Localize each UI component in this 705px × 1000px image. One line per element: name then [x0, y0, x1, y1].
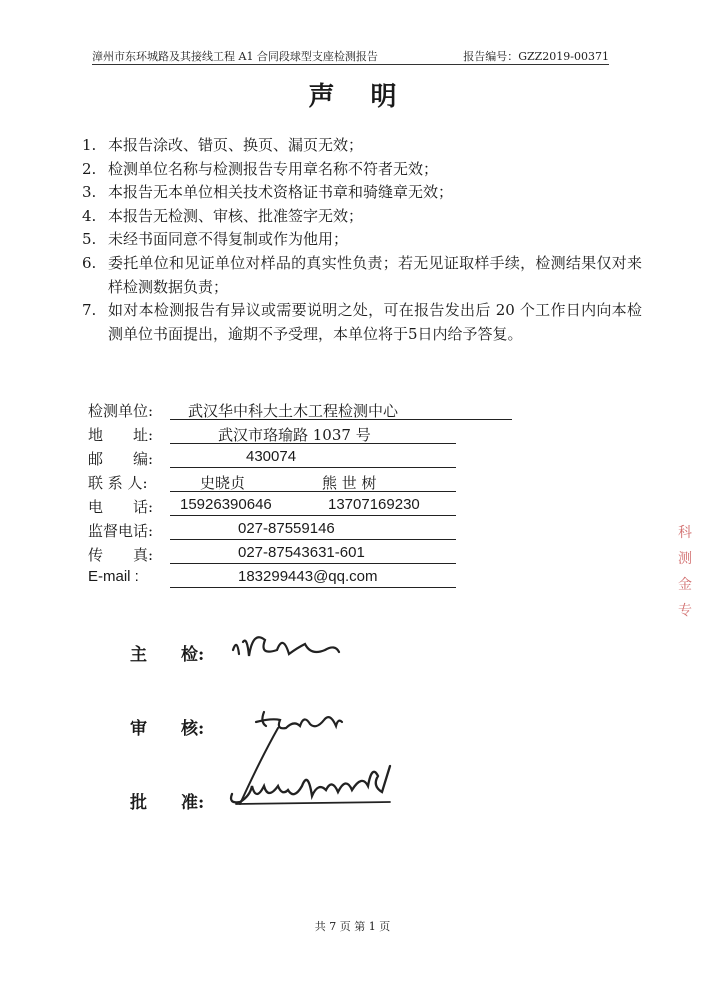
page-footer: 共 7 页 第 1 页 [314, 920, 391, 933]
email-underline [170, 568, 456, 588]
item-text: 本报告无本单位相关技术资格证书章和骑缝章无效； [108, 183, 454, 202]
phone-number-2: 13707169230 [328, 496, 420, 513]
unit-value: 武汉华中科大土木工程检测中心 [188, 402, 399, 420]
approver-signature [222, 756, 402, 816]
statement-item [82, 252, 642, 299]
zip-label: 邮 编: [88, 450, 154, 468]
item-text: 委托单位和见证单位对样品的真实性负责；若无见证取样手续，检测结果仅对来样检测数据负责； [108, 253, 642, 296]
statement-item [82, 181, 642, 205]
contact-underline [170, 472, 456, 492]
item-text: 本报告涂改、错页、换页、漏页无效； [108, 136, 364, 154]
unit-label: 检测单位: [88, 402, 154, 420]
statement-item [82, 228, 642, 252]
fax-label: 传 真: [88, 546, 154, 564]
item-number: 4. [82, 206, 97, 225]
statement-item [82, 134, 642, 158]
stamp-char: 专 [678, 603, 692, 619]
email-label: E-mail : [88, 568, 139, 585]
address-underline [170, 424, 456, 444]
item-number: 7. [82, 301, 97, 320]
reviewer-label: 审 核: [130, 719, 205, 739]
stamp-char: 测 [678, 551, 692, 567]
item-number: 5. [82, 230, 97, 249]
statement-item [82, 158, 642, 182]
address-label: 地 址: [88, 426, 154, 444]
header-divider [92, 64, 609, 65]
item-number: 2. [82, 159, 97, 178]
item-text: 检测单位名称与检测报告专用章名称不符者无效； [108, 159, 439, 178]
page-title: 声明 [308, 82, 433, 112]
fax-underline [170, 544, 456, 564]
address-value: 武汉市珞瑜路 1037 号 [218, 426, 371, 444]
item-number: 3. [82, 183, 97, 202]
inspector-signature [225, 620, 355, 676]
statement-item [82, 205, 642, 229]
email-value: 183299443@qq.com [238, 568, 378, 585]
header-report-title: 漳州市东环城路及其接线工程 A1 合同段球型支座检测报告 [92, 50, 378, 63]
item-number: 1. [82, 136, 97, 154]
zip-value: 430074 [246, 448, 297, 465]
phone-number-1: 15926390646 [180, 496, 272, 513]
statement-list [82, 134, 642, 346]
supervise-underline [170, 520, 456, 540]
phone-label: 电 话: [88, 498, 154, 516]
inspector-label: 主 检: [130, 645, 205, 665]
header-report-number: 报告编号：GZZ2019-00371 [463, 50, 609, 63]
contact-label: 联 系 人: [88, 474, 148, 492]
stamp-char: 金 [678, 577, 692, 593]
item-number: 6. [82, 253, 97, 272]
fax-value: 027-87543631-601 [238, 544, 365, 561]
contact-person-1: 史晓贞 [200, 474, 246, 492]
supervise-label: 监督电话: [88, 522, 154, 540]
approver-label: 批 准: [130, 793, 205, 813]
contact-person-2: 熊 世 树 [322, 474, 377, 492]
item-text: 本报告无检测、审核、批准签字无效； [108, 206, 364, 225]
unit-underline [170, 400, 512, 420]
supervise-value: 027-87559146 [238, 520, 335, 537]
phone-underline [170, 496, 456, 516]
stamp-char: 科 [678, 525, 692, 541]
item-text: 如对本检测报告有异议或需要说明之处，可在报告发出后 20 个工作日内向本检测单位书面提出，逾期不予受理，本单位将于5日内给予答复。 [108, 301, 642, 343]
zip-underline [170, 448, 456, 468]
item-text: 未经书面同意不得复制或作为他用； [108, 230, 349, 249]
statement-item [82, 299, 642, 346]
red-stamp [678, 520, 705, 620]
